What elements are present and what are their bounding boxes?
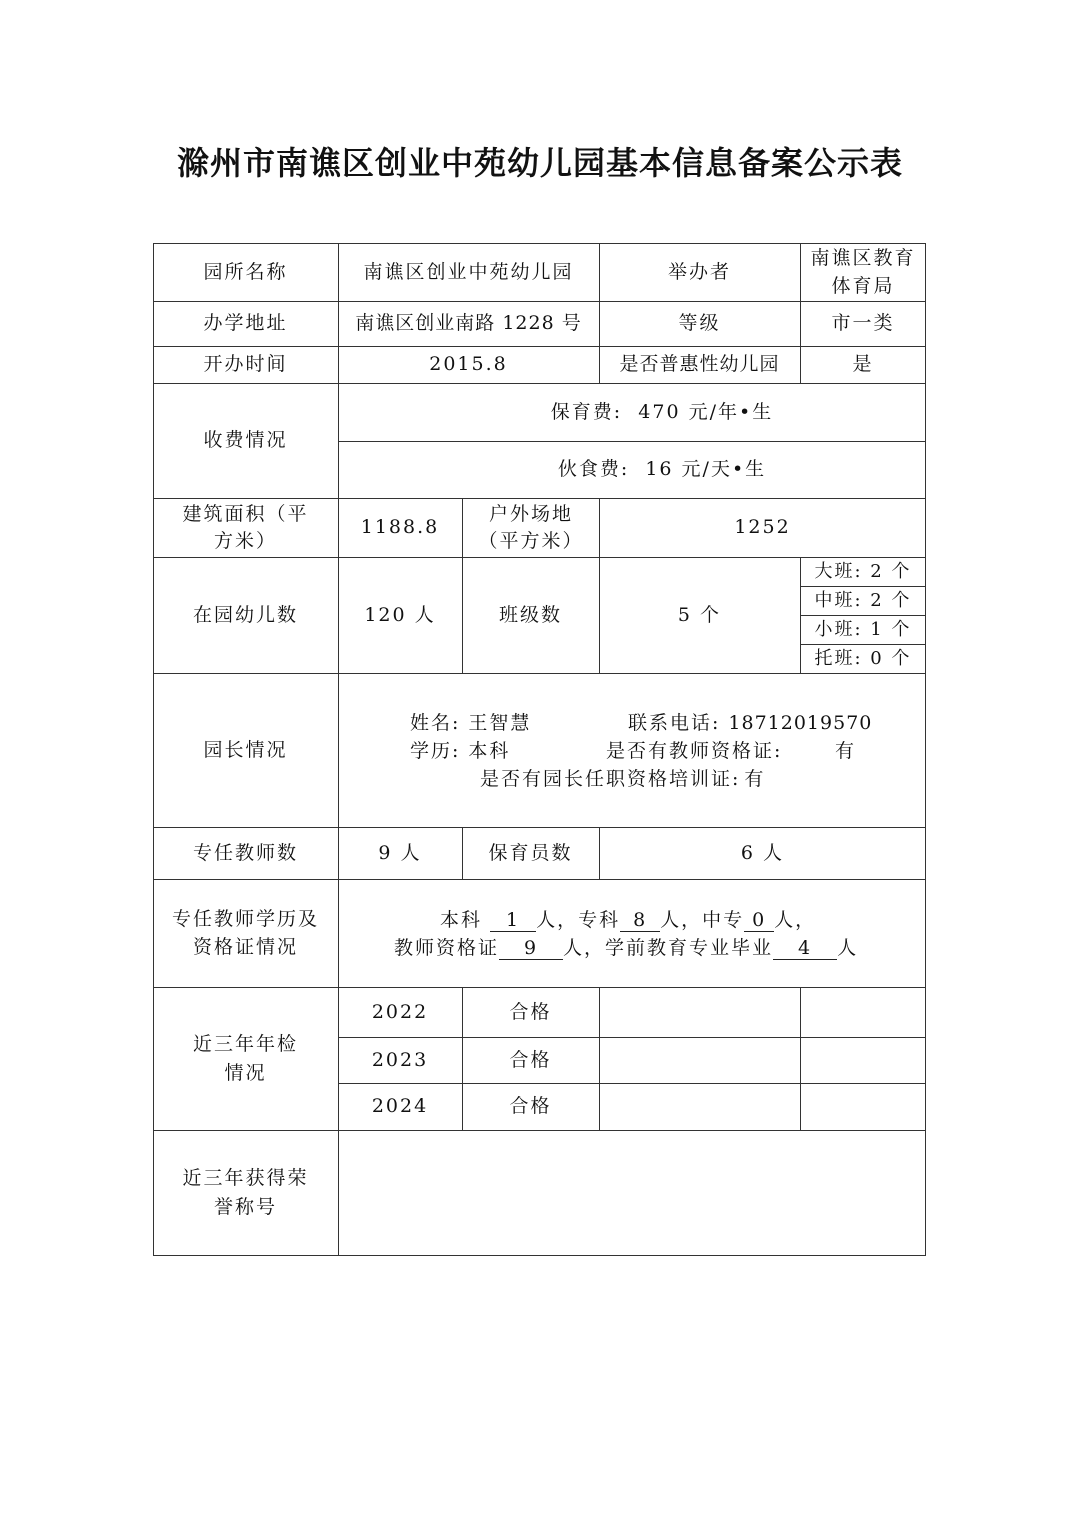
- care-fee-value: 470 元/年•生: [638, 400, 774, 423]
- page-title: 滁州市南谯区创业中苑幼儿园基本信息备案公示表: [176, 144, 903, 182]
- label-kindergarten-name: 园所名称: [203, 260, 288, 283]
- principal-name: 王智慧: [468, 712, 532, 734]
- value-children: 120 人: [364, 603, 436, 626]
- principal-training-row: 是否有园长任职资格培训证: 有: [480, 768, 766, 790]
- value-building-area: 1188.8: [360, 516, 440, 539]
- principal-phone-row: 联系电话: 18712019570: [628, 712, 873, 734]
- inspection-year: 2024: [371, 1095, 429, 1118]
- label-fees: 收费情况: [203, 429, 288, 452]
- care-fee-label: 保育费:: [550, 400, 623, 423]
- college-count: 8: [620, 909, 660, 932]
- principal-edu-row: 学历: 本科: [410, 740, 511, 762]
- value-caregivers: 6 人: [740, 841, 785, 864]
- label-organizer: 举办者: [667, 260, 731, 283]
- label-inspection: 近三年年检情况: [192, 1032, 298, 1084]
- label-teachers: 专任教师数: [192, 841, 298, 864]
- label-level: 等级: [678, 312, 721, 335]
- inspection-result: 合格: [509, 1048, 552, 1071]
- meal-fee: [338, 441, 926, 498]
- class-count-nursery: 托班: 0 个: [814, 647, 912, 669]
- value-outdoor-area: 1252: [734, 516, 791, 539]
- value-level: 市一类: [831, 312, 895, 335]
- class-count-middle: 中班: 2 个: [814, 589, 912, 611]
- value-opening-time: 2015.8: [429, 353, 508, 376]
- label-children: 在园幼儿数: [192, 603, 298, 626]
- principal-cert-value: 有: [835, 740, 857, 762]
- teacher-cert-count: 9: [499, 937, 563, 960]
- label-teacher-qualifications: 专任教师学历及资格证情况: [171, 908, 319, 958]
- preschool-graduate-count: 4: [773, 937, 837, 960]
- secondary-count: 0: [744, 909, 774, 932]
- class-count-small: 小班: 1 个: [814, 618, 912, 640]
- value-organizer: 南谯区教育体育局: [810, 247, 916, 297]
- class-count-large: 大班: 2 个: [814, 560, 912, 582]
- care-fee: [338, 383, 926, 441]
- value-address: 南谯区创业南路 1228 号: [355, 312, 582, 335]
- label-opening-time: 开办时间: [203, 353, 288, 376]
- value-honors: [338, 1130, 926, 1256]
- value-inclusive: 是: [852, 353, 874, 376]
- value-teachers: 9 人: [378, 841, 422, 864]
- principal-training: 有: [744, 768, 766, 790]
- inspection-result: 合格: [509, 1000, 552, 1023]
- inspection-result: 合格: [509, 1095, 552, 1118]
- principal-edu: 本科: [468, 740, 511, 762]
- value-classes: 5 个: [677, 603, 722, 626]
- label-address: 办学地址: [203, 312, 288, 335]
- inspection-year: 2022: [371, 1000, 429, 1023]
- label-outdoor-area: 户外场地（平方米）: [478, 502, 584, 552]
- label-principal: 园长情况: [203, 738, 288, 761]
- label-caregivers: 保育员数: [488, 841, 573, 864]
- label-classes: 班级数: [498, 603, 562, 626]
- value-kindergarten-name: 南谯区创业中苑幼儿园: [363, 260, 574, 283]
- meal-fee-label: 伙食费:: [557, 458, 630, 481]
- education-breakdown: 本科 1 人，专科 8 人，中专 0 人，: [440, 909, 817, 931]
- label-building-area: 建筑面积（平方米）: [182, 502, 309, 552]
- principal-name-row: 姓名: 王智慧: [410, 712, 532, 734]
- certificate-breakdown: 教师资格证 9 人，学前教育专业毕业 4 人: [394, 937, 859, 959]
- bachelor-count: 1: [490, 909, 536, 932]
- principal-phone: 18712019570: [728, 712, 873, 734]
- meal-fee-value: 16 元/天•生: [645, 458, 767, 481]
- label-honors: 近三年获得荣誉称号: [182, 1167, 309, 1218]
- principal-cert-label: 是否有教师资格证:: [606, 740, 783, 762]
- label-inclusive: 是否普惠性幼儿园: [619, 353, 780, 376]
- inspection-year: 2023: [371, 1048, 429, 1071]
